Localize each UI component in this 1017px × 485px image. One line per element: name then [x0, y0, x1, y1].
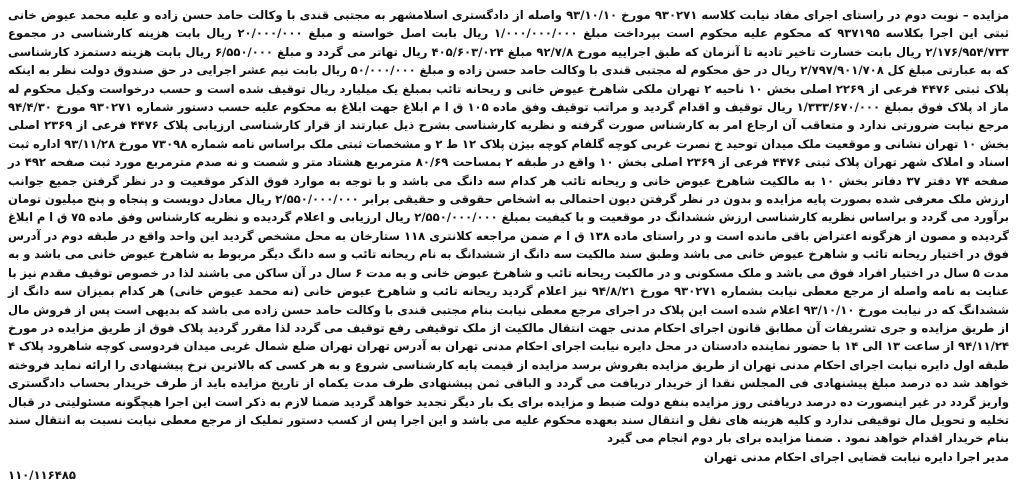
auction-notice [8, 6, 1010, 483]
notice-reference-code: ۱۱۰/۱۱۶۴۸۵ [8, 468, 76, 483]
notice-body: مزایده – نوبت دوم در راستای اجرای مفاد نیابت کلاسه ۹۳۰۲۷۱ مورخ ۹۳/۱۰/۱۰ واصله از دادگستری اسلامشهر به مجتبی قندی با وکالت حامد حسن زاده و علیه محمد عیوض خانی ثبتی این اجرا بکلاسه ۹۳۷۱۹۵ که محکوم علیه محکوم است بپرداخت مبلغ ۱/۰۰۰/۰۰۰/۰۰۰ ریال بابت اصل خواسته و مبلغ ۲۰/۰۰۰/۰۰۰ ریال بابت هزینه کارشناسی در مجموع ۲/۱۷۶/۹۵۴/۷۳۳ ریال بابت خسارت تاخیر تادیه تا آنزمان که طبق اجراییه مورخ ۹۲/۷/۸ مبلغ ۴۰۵/۶۰۳/۰۲۴ ریال تهاتر می گردد و مبلغ ۶/۵۵۰/۰۰۰ ریال بابت هزینه دستمزد کارشناسی که به عبارتی مبلغ کل ۲/۷۹۷/۹۰۱/۷۰۸ ریال در حق محکوم له مجتبی قندی با وکالت حامد حسن زاده و مبلغ ۵۰/۰۰۰/۰۰۰ ریال بابت نیم عشر اجرایی در حق صندوق دولت نظر به اینکه پلاک ثبتی ۴۴۷۶ فرعی از ۲۲۶۹ اصلی بخش ۱۰ ناحیه ۲ تهران ملکی شاهرخ عیوض خانی و ریحانه تائب بمبلغ یک میلیارد ریال توقیف شده است و حسب درخواست وکیل محکوم له ماز اد پلاک فوق بمبلغ ۱/۳۳۳/۶۷۰/۰۰۰ ریال توقیف و اقدام گردید و مراتب توقیف وفق ماده ۱۰۵ ق ا م ابلاغ جهت ابلاغ به محکوم علیه حسب دستور شماره ۹۳۰۲۷۱ مورخ ۹۴/۴/۳۰ مرجع نیابت ضرورتی ندارد و متعاقب آن ارجاع امر به کارشناس صورت گرفته و نظریه کارشناسی بشرح ذیل عبارتند از قرار کارشناسی ارزیابی پلاک ۴۴۷۶ فرعی از ۲۳۶۹ اصلی بخش ۱۰ تهران نشانی و موقعیت ملک میدان توحید خ نصرت غربی کوچه گلفام کوچه بیژن پلاک ۱۲ ط ۲ و مشخصات ثبتی ملک براساس نامه شماره ۷۳۰۹۸ مورخ ۹۳/۱۱/۲۸ اداره ثبت اسناد و املاک شهر تهران پلاک ثبتی ۴۴۷۶ فرعی از ۲۳۶۹ اصلی بخش ۱۰ واقع در طبقه ۲ بمساحت ۸۰/۶۹ مترمربع هشتاد متر و شصت و نه صدم مترمربع مورد ثبت صفحه ۴۹۲ در صفحه ۷۴ دفتر ۳۷ دفاتر بخش ۱۰ به مالکیت شاهرخ عیوض خانی و ریحانه تائب هر کدام سه دانگ می باشد و با توجه به موارد فوق الذکر موقعیت و در نظر گرفتن جمیع جوانب ارزش ملک معرفی شده بصورت پایه مزایده و بدون در نظر گرفتن دیون احتمالی به اشخاص حقوقی و حقیقی برابر ۲/۵۵۰/۰۰۰/۰۰۰ ریال معادل دویست و پنجاه و پنج میلیون تومان برآورد می گردد و براساس نظریه کارشناسی ارزش ششدانگ در موقعیت و با کیفیت بمبلغ ۲/۵۵۰/۰۰۰/۰۰۰ ریال ارزیابی و اعلام گردیده و نظریه کارشناس وفق ماده ۷۵ ق ا م ابلاغ گردیده و مصون از هرگونه اعتراض باقی مانده است و در راستای ماده ۱۳۸ ق ا م ضمن مراجعه کلانتری ۱۱۸ ستارخان به محل مشخص گردید این واحد واقع در طبقه دوم در آدرس فوق در اختیار ریحانه تائب و شاهرخ عیوض خانی می باشد وطبق سند مالکیت سه دانگ از ششدانگ به نام ریحانه تائب و سه دانگ دیگر مربوط به شاهرخ عیوض خانی می باشد و به مدت ۵ سال در اختیار افراد فوق می باشد و ملک مسکونی و در مالکیت ریحانه تائب و شاهرخ عیوض خانی و به مدت ۶ سال در آن ساکن می باشند لذا در خصوص توقیف مقدم نیز با عنایت به نامه واصله از مرجع معطی نیابت بشماره ۹۳۰۲۷۱ مورخ ۹۴/۸/۲۱ نیز اعلام گردید ریحانه تائب و شاهرخ عیوض خانی (نه محمد عیوض خانی) هر کدام بمیزان سه دانگ از ششدانگ که در نیابت مورخ ۹۳/۱۰/۱۰ اعلام شده است این پلاک در اجرای مرجع معطی نیابت بنام مجتبی قندی با وکالت حامد حسن زاده می باشد که بدیهی است پس از فروش مال از طریق مزایده و جری تشریفات آن مطابق قانون اجرای احکام مدنی جهت انتقال مالکیت از ملک توقیفی رفع توقیف می گردد لذا مقرر گردید پلاک فوق از طریق مزایده در مورخ ۹۴/۱۱/۲۴ از ساعت ۱۳ الی ۱۴ با حضور نماینده دادستان در محل دایره نیابت اجرای احکام مدنی تهران به آدرس تهران تهران ضلع شمال غربی میدان فردوسی کوچه شاهرود پلاک ۴ طبقه اول دایره نیابت اجرای احکام مدنی تهران از طریق مزایده بفروش برسد مزایده از قیمت پایه کارشناسی شروع و به هر کسی که بالاترین نرخ پیشنهادی را ارائه نماید فروخته خواهد شد ده درصد مبلغ پیشنهادی فی المجلس نقدا از خریدار دریافت می گردد و الباقی ثمن پیشنهادی ظرف مدت یکماه از تاریخ مزایده باید از طرف خریدار بحساب دادگستری واریز گردد در غیر اینصورت ده درصد دریافتی روز مزایده بنفع دولت ضبط و مزایده برای یک بار دیگر تجدید خواهد گردید ضمنا لازم به ذکر است این اجرا هیچگونه مسئولیتی در قبال تخلیه و تحویل مال توقیفی ندارد و کلیه هزینه های نقل و انتقال سند بعهده محکوم علیه می باشد و این اجرا پس از کسب دستور تملیک از مرجع معطی نیابت نسبت به انتقال سند بنام خریدار اقدام خواهد نمود . ضمنا مزایده برای بار دوم انجام می گیرد [8, 8, 1010, 446]
notice-signature: مدیر اجرا دایره نیابت قضایی اجرای احکام مدنی تهران [703, 449, 1009, 464]
